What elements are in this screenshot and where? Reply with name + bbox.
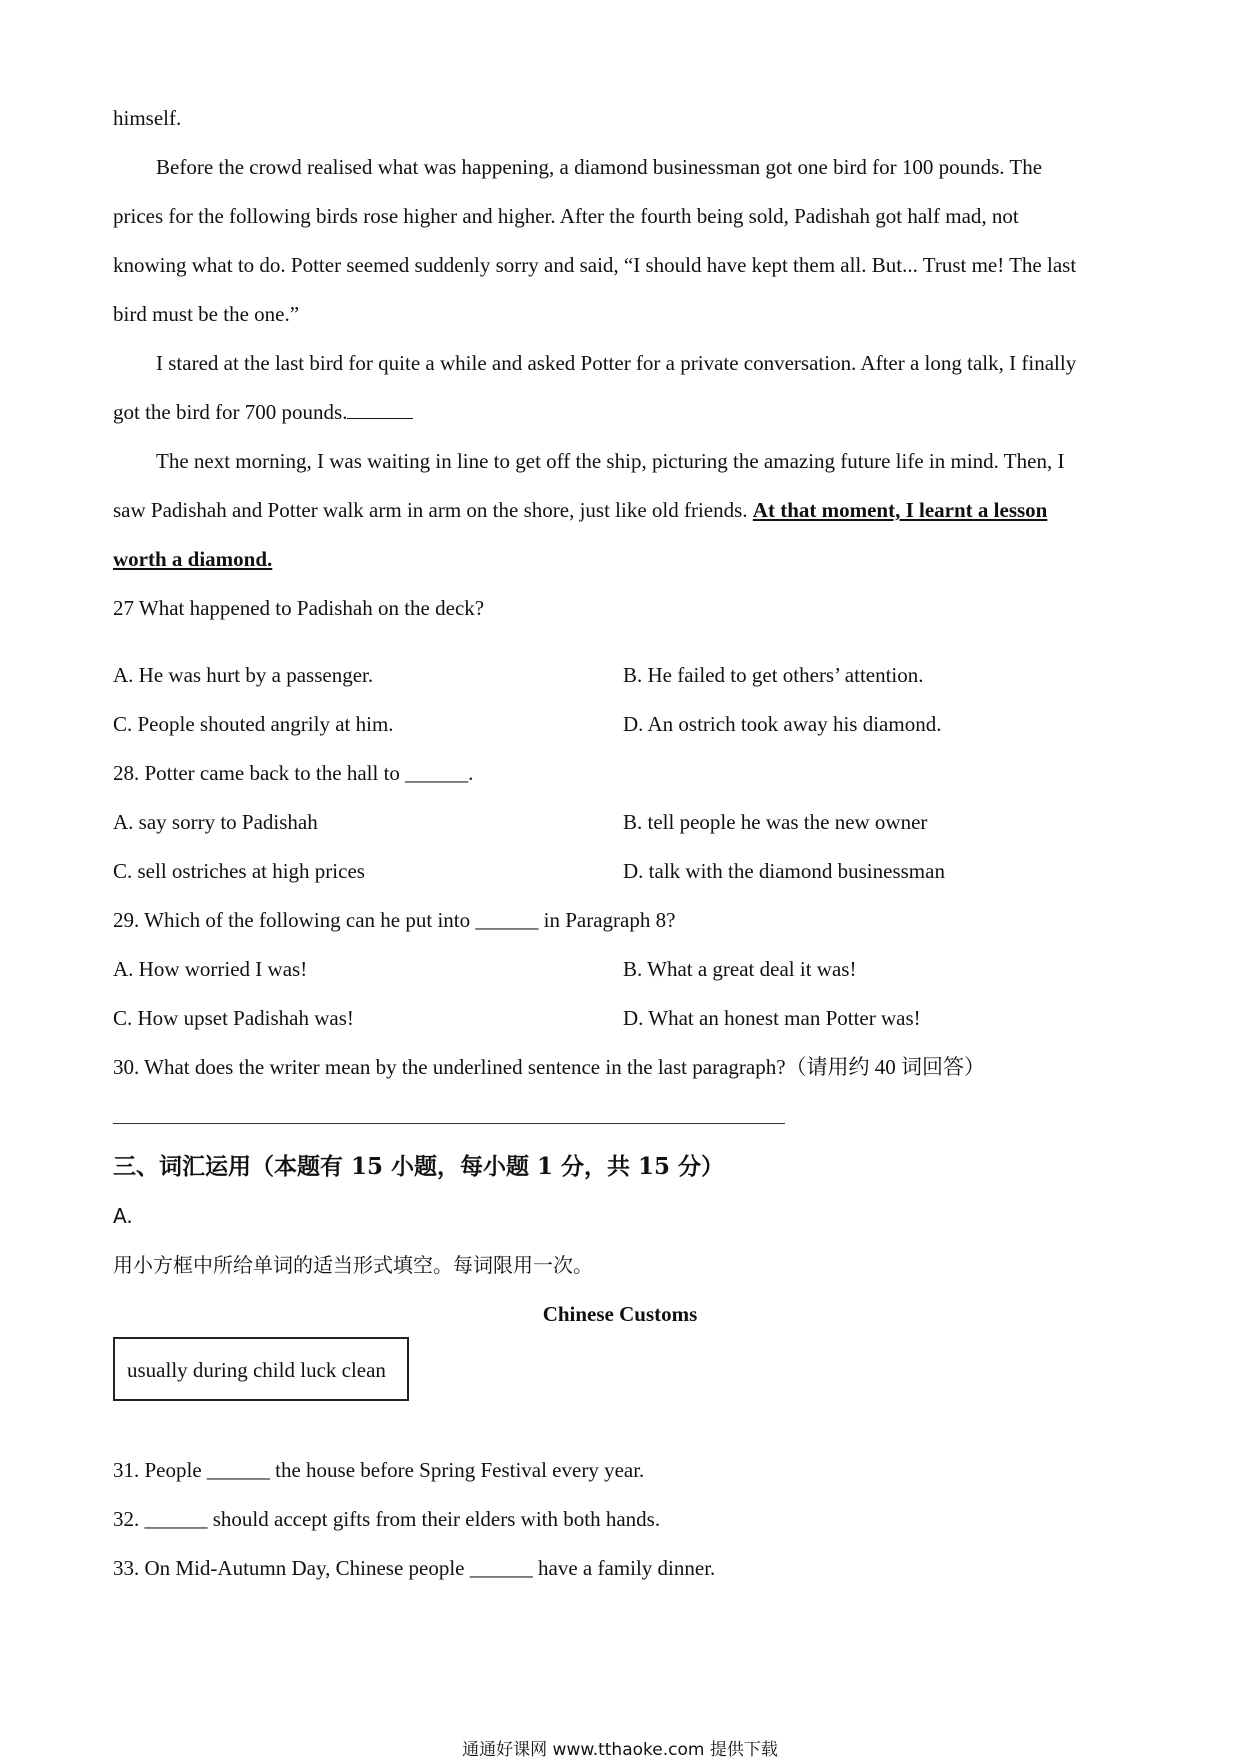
- option-b: B. What a great deal it was!: [623, 957, 857, 981]
- passage-line: Before the crowd realised what was happening, a diamond businessman got one bird for 100 pounds. The: [156, 155, 1043, 179]
- underlined-sentence: At that moment, I learnt a lesson: [752, 498, 1048, 522]
- option-d: D. talk with the diamond businessman: [623, 859, 945, 883]
- passage-line: prices for the following birds rose higher and higher. After the fourth being sold, Padishah got half mad, not: [113, 204, 1019, 228]
- option-b: B. tell people he was the new owner: [623, 810, 928, 834]
- fill-item: 33. On Mid-Autumn Day, Chinese people ______ have a family dinner.: [113, 1556, 716, 1580]
- question-stem: 29. Which of the following can he put into ______ in Paragraph 8?: [113, 908, 676, 932]
- passage-line: I stared at the last bird for quite a while and asked Potter for a private conversation. After a long talk, I finally: [156, 351, 1077, 375]
- passage-line: knowing what to do. Potter seemed suddenly sorry and said, “I should have kept them all. But... Trust me! The last: [113, 253, 1077, 277]
- option-a: A. He was hurt by a passenger.: [113, 663, 374, 687]
- fill-item: 31. People ______ the house before Spring Festival every year.: [113, 1458, 645, 1482]
- passage-line: [113, 545, 272, 573]
- question-stem: 27 What happened to Padishah on the deck?: [113, 596, 485, 620]
- option-b: B. He failed to get others’ attention.: [623, 663, 924, 687]
- option-c: C. How upset Padishah was!: [113, 1006, 354, 1030]
- passage-text: saw Padishah and Potter walk arm in arm on the shore, just like old friends.: [113, 498, 748, 522]
- passage-line: bird must be the one.”: [113, 302, 300, 326]
- option-d: D. An ostrich took away his diamond.: [623, 712, 942, 736]
- option-c: C. People shouted angrily at him.: [113, 712, 394, 736]
- option-d: D. What an honest man Potter was!: [623, 1006, 921, 1030]
- option-a: A. How worried I was!: [113, 957, 308, 981]
- word-list: usually during child luck clean: [127, 1358, 386, 1382]
- passage-line: himself.: [113, 106, 182, 130]
- question-stem: 30. What does the writer mean by the underlined sentence in the last paragraph?（请用约 40 词回答）: [113, 1055, 986, 1079]
- footer-text: 通通好课网 www.tthaoke.com 提供下载: [462, 1740, 778, 1760]
- part-label: A.: [113, 1204, 133, 1228]
- word-box: [113, 1337, 409, 1401]
- section-heading: 三、词汇运用（本题有 15 小题，每小题 1 分，共 15 分）: [113, 1153, 725, 1180]
- answer-blank: [347, 398, 413, 419]
- option-c: C. sell ostriches at high prices: [113, 859, 365, 883]
- fill-item: 32. ______ should accept gifts from their elders with both hands.: [113, 1507, 661, 1531]
- passage-text: got the bird for 700 pounds.: [113, 400, 348, 424]
- passage-line: [113, 496, 1047, 524]
- option-a: A. say sorry to Padishah: [113, 810, 318, 834]
- question-stem: 28. Potter came back to the hall to ______.: [113, 761, 474, 785]
- answer-line[interactable]: [113, 1123, 785, 1124]
- passage-line: The next morning, I was waiting in line to get off the ship, picturing the amazing future life in mind. Then, I: [156, 449, 1065, 473]
- underlined-sentence: worth a diamond.: [113, 547, 273, 571]
- instruction: 用小方框中所给单词的适当形式填空。每词限用一次。: [113, 1253, 593, 1277]
- passage-line: [113, 398, 413, 426]
- passage-title: Chinese Customs: [542, 1302, 698, 1326]
